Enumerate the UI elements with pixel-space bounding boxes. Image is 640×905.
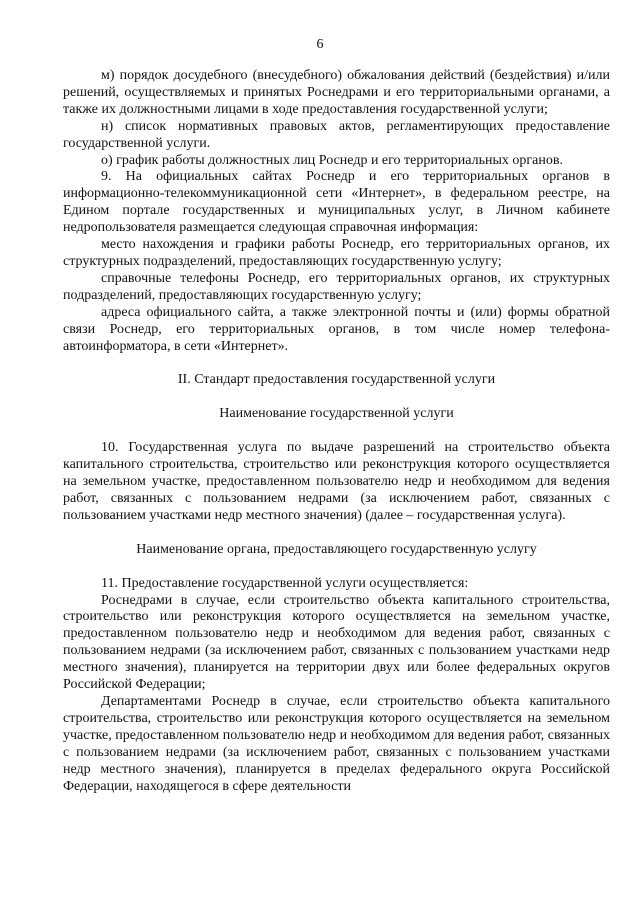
spacer xyxy=(63,525,610,542)
spacer xyxy=(63,389,610,406)
paragraph-rosnedra: Роснедрами в случае, если строительство объекта капитального строительства, строительство или реконструкция которого осуществляется на земельном участке, предоставленном пользователю недр и необходимом для ведения работ, связанных с пользованием недрами (за исключением работ, связанных с пользованием участками недр местного значения), планируется на территории двух или более федеральных округов Российской Федерации; xyxy=(63,592,610,693)
paragraph-m: м) порядок досудебного (внесудебного) обжалования действий (бездействия) и/или решений, осуществляемых и принятых Роснедрами и его территориальными органами, а также их должностными лицами в ходе предоставления государственной услуги; xyxy=(63,68,610,117)
paragraph-10: 10. Государственная услуга по выдаче разрешений на строительство объекта капитального строительства, строительство или реконструкция которого осуществляется на земельном участке, предоставленном пользователю недр и необходимом для ведения работ, связанных с пользованием недрами (за исключением работ, связанных с пользованием участками недр местного значения) (далее – государственная услуга). xyxy=(63,440,610,523)
paragraph-location: место нахождения и графики работы Роснедр, его территориальных органов, их структурных подразделений, предоставляющих государственную услугу; xyxy=(63,237,610,269)
spacer xyxy=(63,355,610,372)
page-number: 6 xyxy=(316,37,324,52)
document-body xyxy=(63,68,610,795)
spacer xyxy=(63,559,610,576)
section-heading: II. Стандарт предоставления государственной услуги xyxy=(177,372,496,388)
subsection-heading-service-name: Наименование государственной услуги xyxy=(219,406,454,422)
paragraph-phones: справочные телефоны Роснедр, его территориальных органов, их структурных подразделений, предоставляющих государственную услугу; xyxy=(63,270,610,303)
paragraph-11: 11. Предоставление государственной услуги осуществляется: xyxy=(101,575,469,591)
paragraph-departments: Департаментами Роснедр в случае, если строительство объекта капитального строительства, строительство или реконструкция которого осуществляется на земельном участке, предоставленном пользователю недр и необходимом для ведения работ, связанных с пользованием недрами (за исключением работ, связанных с пользованием участками недр местного значения), планируется в пределах федерального округа Российской Федерации, находящегося в сфере деятельности xyxy=(63,694,610,794)
paragraph-n: н) список нормативных правовых актов, регламентирующих предоставление государственной услуги. xyxy=(63,118,610,151)
spacer xyxy=(63,423,610,440)
paragraph-9: 9. На официальных сайтах Роснедр и его территориальных органов в информационно-телекоммуникационной сети «Интернет», в федеральном реестре, на Едином портале государственных и муниципальных услуг, в Личном кабинете недропользователя размещается следующая справочная информация: xyxy=(63,169,610,236)
paragraph-addresses: адреса официального сайта, а также электронной почты и (или) формы обратной связи Роснедр, его территориальных органов, в том числе номер телефона-автоинформатора, в сети «Интернет». xyxy=(63,304,610,354)
subsection-heading-authority: Наименование органа, предоставляющего государственную услугу xyxy=(136,541,537,557)
paragraph-o: о) график работы должностных лиц Роснедр и его территориальных органов. xyxy=(101,152,563,168)
